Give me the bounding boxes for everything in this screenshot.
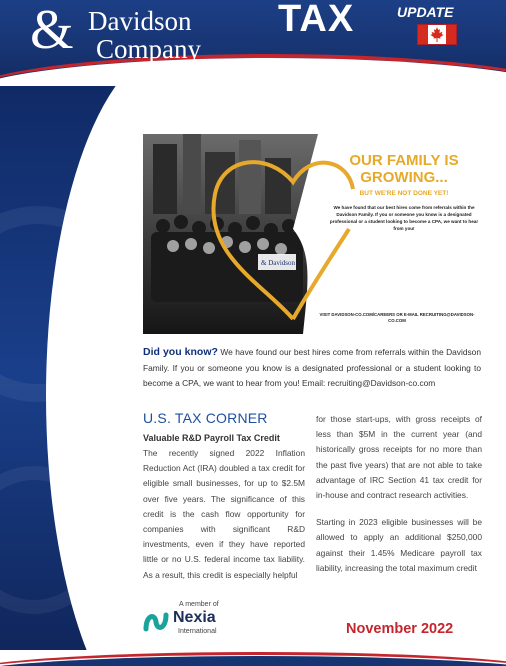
svg-text:& Davidson: & Davidson bbox=[261, 259, 296, 267]
article-column-1 bbox=[143, 446, 305, 583]
masthead bbox=[0, 0, 506, 86]
member-of-label: A member of bbox=[179, 601, 219, 608]
article-paragraph: for those start-ups, with gross receipts of less than $5M in the current year (and historically gross receipts for no more than the past five years) that are not able to take advantage of IRC Section 41 tax credit for in-house and contract research activities. bbox=[316, 414, 482, 501]
issue-date: November 2022 bbox=[346, 621, 454, 637]
maple-leaf-icon bbox=[430, 27, 444, 42]
decorative-sidebar bbox=[0, 86, 138, 666]
logo-company: Company bbox=[96, 34, 201, 64]
nexia-international: International bbox=[178, 628, 217, 635]
article-title: Valuable R&D Payroll Tax Credit bbox=[143, 433, 280, 443]
newsletter-subtitle: UPDATE bbox=[397, 4, 454, 20]
article-column-2 bbox=[316, 412, 482, 576]
promo-subtitle: BUT WE'RE NOT DONE YET! bbox=[359, 190, 449, 197]
canada-flag-icon bbox=[417, 24, 457, 45]
promo-visit-link[interactable]: VISIT DAVIDSON-CO.COM/CAREERS OR E-MAIL RECRUITING@DAVIDSON-CO.COM bbox=[319, 312, 475, 323]
nexia-name: Nexia bbox=[173, 609, 216, 626]
did-you-know-text: We have found our best hires come from referrals within the Davidson Family. If you or someone you know is a designated professional or a student looking to become a CPA, we want to hear from you! Email: recruiting@Davidson-co.com bbox=[143, 347, 481, 388]
logo-tagline: CHARTERED PROFESSIONAL ACCOUNTANTS bbox=[88, 66, 215, 72]
article-paragraph: Starting in 2023 eligible businesses will be allowed to apply an additional $250,000 against their 1.45% Medicare payroll tax liability, increasing the total maximum credit bbox=[316, 517, 482, 573]
promo-title: OUR FAMILY IS GROWING... bbox=[349, 152, 459, 186]
article-paragraph: The recently signed 2022 Inflation Reduction Act (IRA) doubled a tax credit for eligible small businesses, for up to $2.5M over five years. The significance of this credit is the cash flow opportunity for companies with significant R&D investments, even if they have reported little or no U.S. federal income tax liability. As a result, this credit is especially helpful bbox=[143, 448, 305, 580]
newsletter-title: TAX bbox=[278, 0, 355, 40]
nexia-mark-icon bbox=[143, 609, 169, 635]
nexia-logo bbox=[143, 601, 253, 643]
recruiting-banner bbox=[143, 134, 480, 334]
logo-ampersand: & bbox=[30, 0, 74, 61]
did-you-know-lead: Did you know? bbox=[143, 346, 218, 358]
did-you-know-paragraph bbox=[143, 345, 481, 392]
section-title: U.S. TAX CORNER bbox=[143, 410, 268, 426]
logo-davidson: Davidson bbox=[88, 6, 192, 36]
promo-body: We have found that our best hires come from referrals within the Davidson Family. If you or someone you know is a designated professional or a student looking to become a CPA, we want to hear from you! bbox=[329, 205, 479, 231]
footer-swoosh bbox=[0, 650, 506, 666]
